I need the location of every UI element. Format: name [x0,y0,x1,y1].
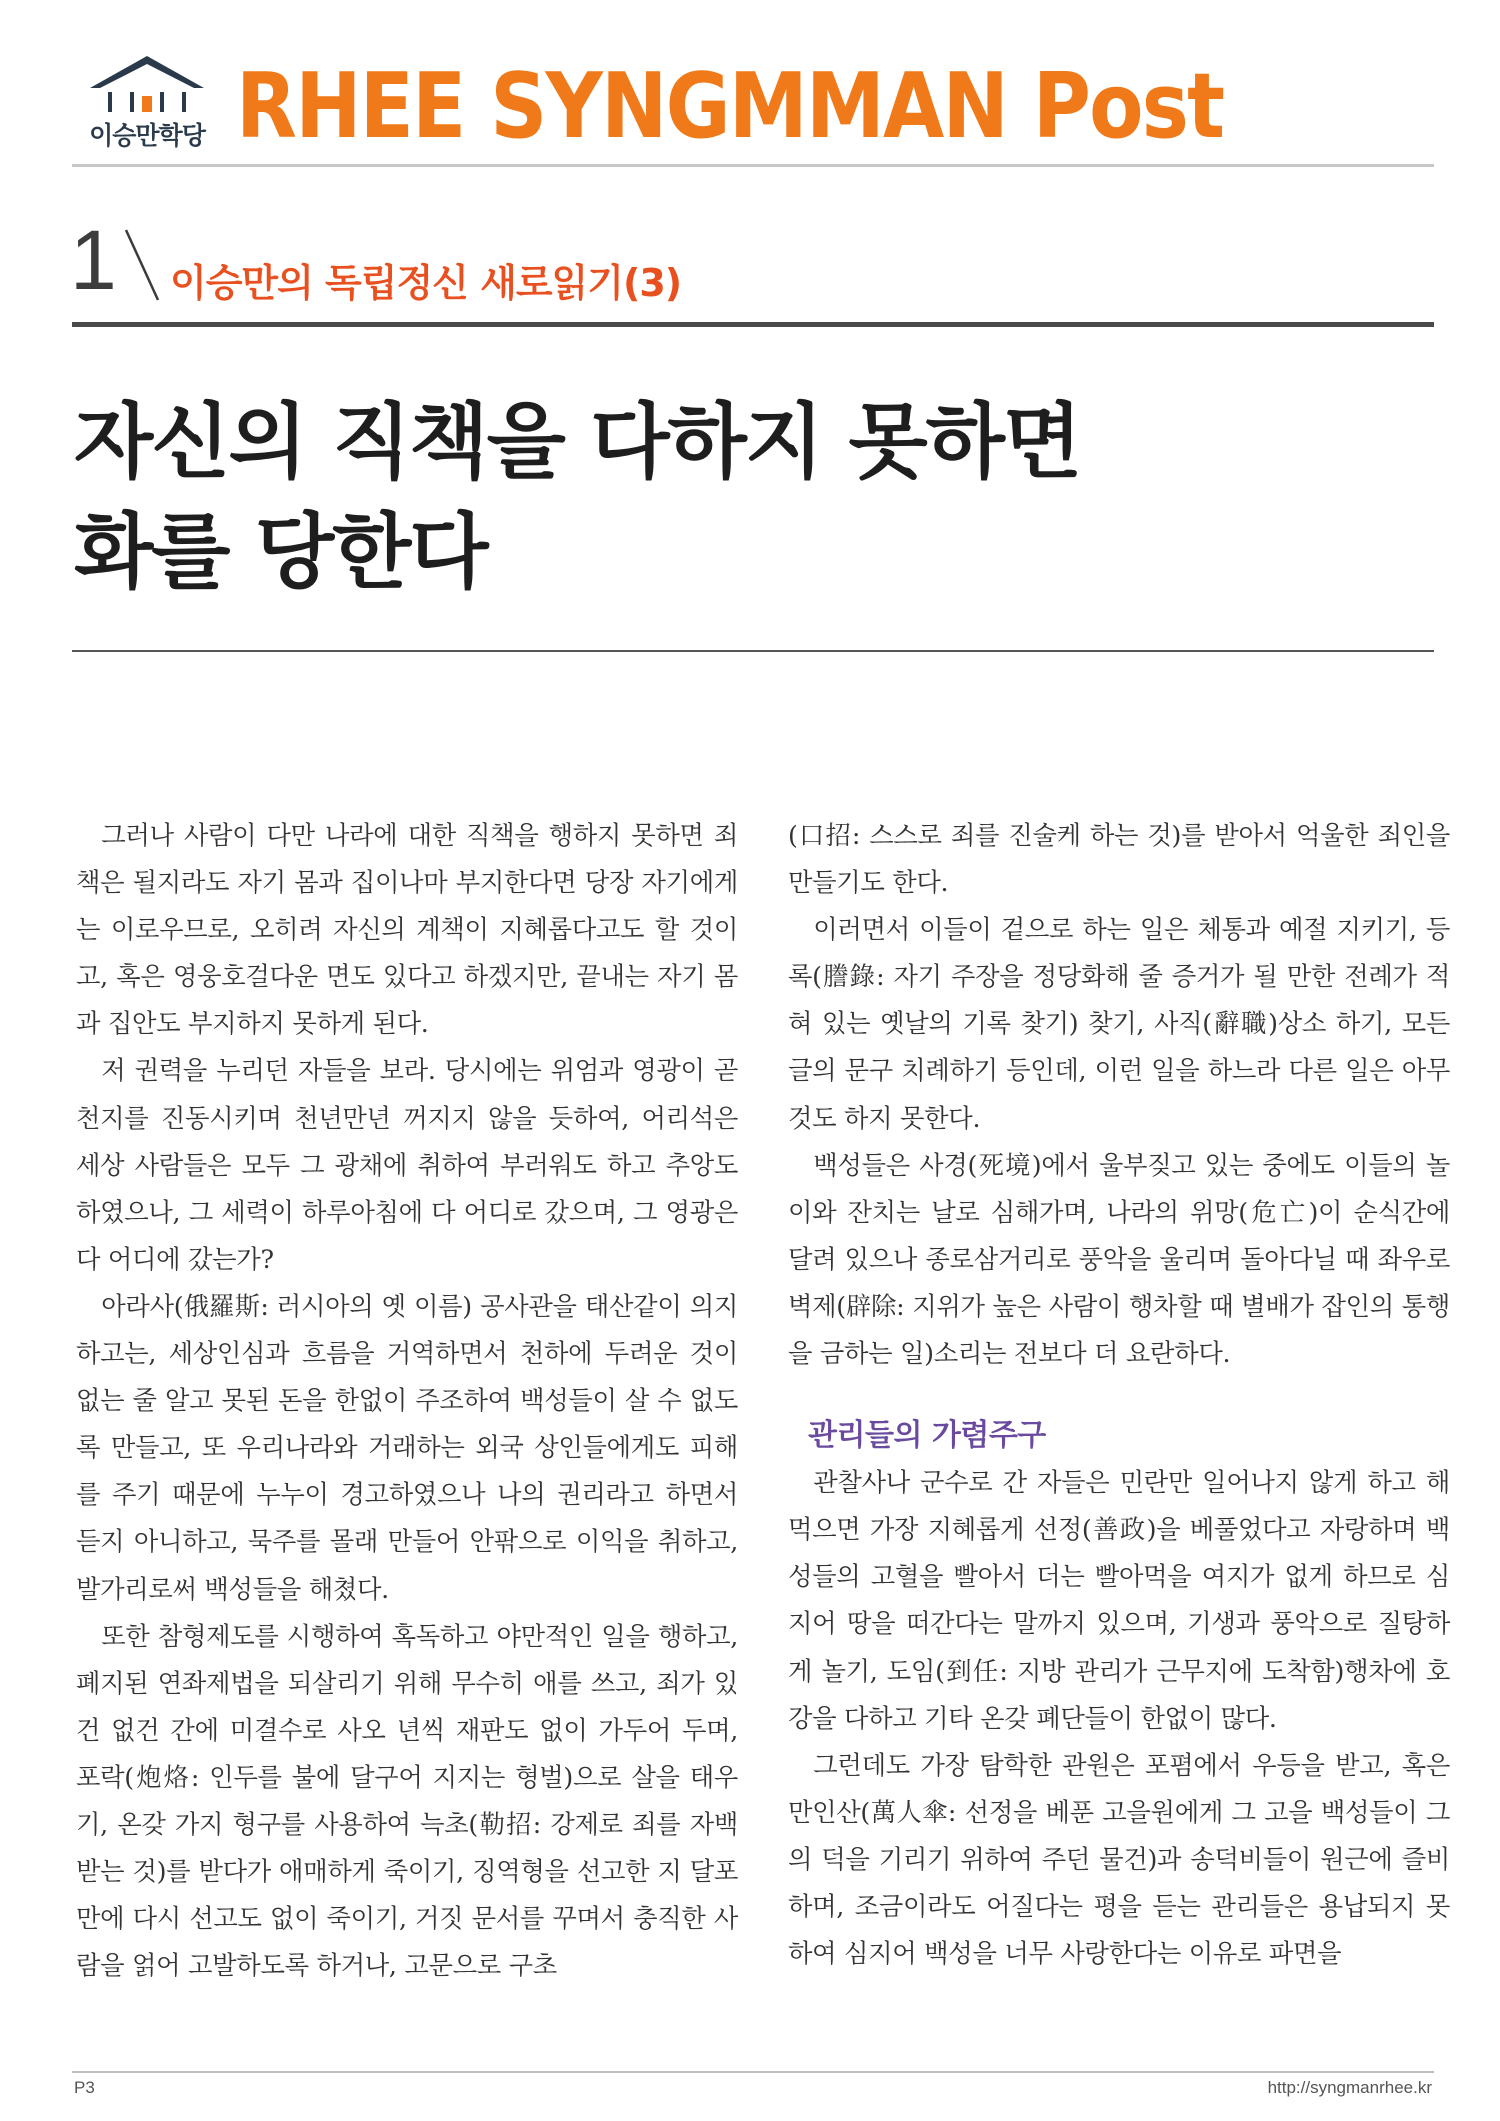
section-divider [72,322,1434,327]
paragraph: 이러면서 이들이 겉으로 하는 일은 체통과 예절 지키기, 등록(謄錄: 자기 주장을 정당화해 줄 증거가 될 만한 전례가 적혀 있는 옛날의 기록 찾기) 찾기, 사직(辭職)상소 하기, 모든 글의 문구 치례하기 등인데, 이런 일을 하느라 다른 일은 아무것도 하지 못한다. [788,915,1450,1133]
building-roof-icon [68,52,226,118]
paragraph: 백성들은 사경(死境)에서 울부짖고 있는 중에도 이들의 놀이와 잔치는 날로 심해가며, 나라의 위망(危亡)이 순식간에 달려 있으나 종로삼거리로 풍악을 울리며 돌아다닐 때 좌우로 벽제(辟除: 지위가 높은 사람이 행차할 때 별배가 잡인의 통행을 금하는 일)소리는 전보다 더 요란하다. [788,1150,1450,1369]
article-column-left [76,812,738,1989]
paragraph: 그러나 사람이 다만 나라에 대한 직책을 행하지 못하면 죄책은 될지라도 자기 몸과 집이나마 부지한다면 당장 자기에게는 이로우므로, 오히려 자신의 계책이 지혜롭다고도 할 것이고, 혹은 영웅호걸다운 면도 있다고 하겠지만, 끝내는 자기 몸과 집안도 부지하지 못하게 된다. [76,821,738,1039]
page-number: P3 [74,2078,95,2097]
masthead-divider [72,164,1434,167]
section-number: 1 [70,213,117,307]
paragraph-continued: (口招: 스스로 죄를 진술케 하는 것)를 받아서 억울한 죄인을 만들기도 한다. [788,821,1450,898]
paragraph: 그런데도 가장 탐학한 관원은 포폄에서 우등을 받고, 혹은 만인산(萬人傘: 선정을 베푼 고을원에게 그 고을 백성들이 그의 덕을 기리기 위하여 주던 물건)과 송덕비들이 원근에 즐비하며, 조금이라도 어질다는 평을 듣는 관리들은 용납되지 못하여 심지어 백성을 너무 사랑한다는 이유로 파면을 [788,1750,1450,1969]
school-logo [68,52,226,152]
footer-url[interactable]: http://syngmanrhee.kr [1267,2078,1432,2097]
paragraph: 또한 참형제도를 시행하여 혹독하고 야만적인 일을 행하고, 폐지된 연좌제법을 되살리기 위해 무수히 애를 쓰고, 죄가 있건 없건 간에 미결수로 사오 년씩 재판도 없이 가두어 두며, 포락(炮烙: 인두를 불에 달구어 지지는 형벌)으로 살을 태우기, 온갖 가지 형구를 사용하여 늑초(勒招: 강제로 죄를 자백받는 것)를 받다가 애매하게 죽이기, 징역형을 선고한 지 달포 만에 다시 선고도 없이 죽이기, 거짓 문서를 꾸며서 충직한 사람을 얽어 고발하도록 하거나, 고문으로 구초 [76,1621,738,1981]
logo-text: 이승만학당 [89,121,205,150]
article-headline [74,388,1080,608]
section-title: 이승만의 독립정신 새로읽기(3) [170,261,682,305]
paragraph: 관찰사나 군수로 간 자들은 민란만 일어나지 않게 하고 해먹으면 가장 지혜롭게 선정(善政)을 베풀었다고 자랑하며 백성들의 고혈을 빨아서 더는 빨아먹을 여지가 없게 하므로 심지어 땅을 떠간다는 말까지 있으며, 기생과 풍악으로 질탕하게 놀기, 도임(到任: 지방 관리가 근무지에 도착함)행차에 호강을 다하고 기타 온갖 폐단들이 한없이 많다. [788,1468,1450,1733]
footer-divider [72,2071,1434,2073]
headline-divider [72,650,1434,652]
paragraph: 저 권력을 누리던 자들을 보라. 당시에는 위엄과 영광이 곧 천지를 진동시키며 천년만년 꺼지지 않을 듯하여, 어리석은 세상 사람들은 모두 그 광채에 취하여 부러워도 하고 추앙도 하였으나, 그 세력이 하루아침에 다 어디로 갔으며, 그 영광은 다 어디에 갔는가? [76,1056,738,1274]
masthead-title: RHEE SYNGMMAN Post [236,54,1224,159]
paragraph: 아라사(俄羅斯: 러시아의 옛 이름) 공사관을 태산같이 의지하고는, 세상인심과 흐름을 거역하면서 천하에 두려운 것이 없는 줄 알고 못된 돈을 한없이 주조하여 백성들이 살 수 없도록 만들고, 또 우리나라와 거래하는 외국 상인들에게도 피해를 주기 때문에 누누이 경고하였으나 나의 권리라고 하면서 듣지 아니하고, 묵주를 몰래 만들어 안팎으로 이익을 취하고, 발가리로써 백성들을 해쳤다. [76,1291,738,1604]
article-column-right [788,812,1450,1977]
headline-line-1: 자신의 직책을 다하지 못하면 [74,395,1081,490]
backslash-divider-icon [122,226,162,304]
headline-line-2: 화를 당한다 [74,505,487,600]
subheading: 관리들의 가렴주구 [808,1418,1046,1454]
